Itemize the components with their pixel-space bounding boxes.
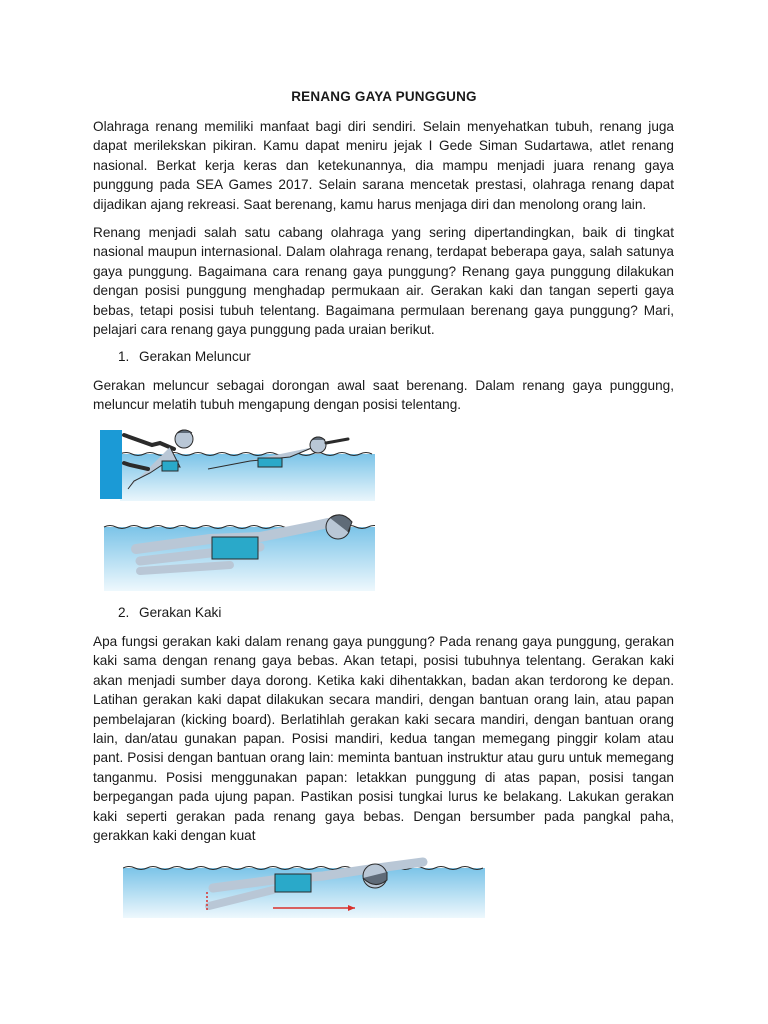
section-heading-meluncur bbox=[118, 347, 251, 366]
leg-kick-illustration bbox=[123, 850, 485, 918]
meluncur-paragraph: Gerakan meluncur sebagai dorongan awal saat berenang. Dalam renang gaya punggung, meluncur melatih tubuh mengapung dengan posisi telentang. bbox=[93, 378, 674, 413]
kaki-paragraph: Apa fungsi gerakan kaki dalam renang gaya punggung? Pada renang gaya punggung, gerakan kaki sama dengan renang gaya bebas. Akan tetapi, posisi tubuhnya telentang. Gerakan kaki akan menjadi sumber daya dorong. Ketika kaki dihentakkan, badan akan terdorong ke depan. Latihan gerakan kaki dapat dilakukan secara mandiri, dengan bantuan orang lain, atau papan pembelajaran (kicking board). Berlatihlah gerakan kaki secara mandiri, dengan bantuan orang lain, dan/atau gunakan papan. Posisi mandiri, kedua tangan memegang pinggir kolam atau pant. Posisi dengan bantuan orang lain: meminta bantuan instruktur atau guru untuk memegang tanganmu. Posisi menggunakan papan: letakkan punggung di atas papan, posisi tangan berpegangan pada ujung papan. Pastikan posisi tungkai lurus ke belakang. Lakukan gerakan kaki seperti gerakan pada renang gaya bebas. Dengan bersumber pada pangkal paha, gerakkan kaki dengan kuat bbox=[93, 634, 674, 844]
glide-pushoff-illustration bbox=[100, 423, 375, 501]
context-paragraph: Renang menjadi salah satu cabang olahraga yang sering dipertandingkan, baik di tingkat nasional maupun internasional. Dalam olahraga renang, terdapat beberapa gaya, salah satunya gaya punggung. Bagaimana cara renang gaya punggung? Renang gaya punggung dilakukan dengan posisi punggung menghadap permukaan air. Gerakan kaki dan tangan seperti gaya bebas, tetapi posisi tubuh telentang. Bagaimana permulaan berenang gaya punggung? Mari, pelajari cara renang gaya punggung pada uraian berikut. bbox=[93, 225, 674, 338]
section-heading-kaki bbox=[118, 603, 221, 622]
glide-floating-illustration bbox=[100, 509, 375, 591]
section-number: 1. bbox=[118, 349, 130, 364]
document-title: RENANG GAYA PUNGGUNG bbox=[291, 89, 477, 104]
section-label: Gerakan Meluncur bbox=[139, 349, 251, 364]
intro-paragraph: Olahraga renang memiliki manfaat bagi diri sendiri. Selain menyehatkan tubuh, renang juga dapat merilekskan pikiran. Kamu dapat meniru jejak I Gede Siman Sudartawa, atlet renang nasional. Berkat kerja keras dan ketekunannya, dia mampu menjadi juara renang gaya punggung pada SEA Games 2017. Selain sarana mencetak prestasi, olahraga renang dapat dijadikan ajang rekreasi. Saat berenang, kamu harus menjaga diri dan menolong orang lain. bbox=[93, 119, 674, 212]
section-number: 2. bbox=[118, 605, 130, 620]
pool-wall bbox=[100, 430, 122, 499]
section-label: Gerakan Kaki bbox=[139, 605, 222, 620]
